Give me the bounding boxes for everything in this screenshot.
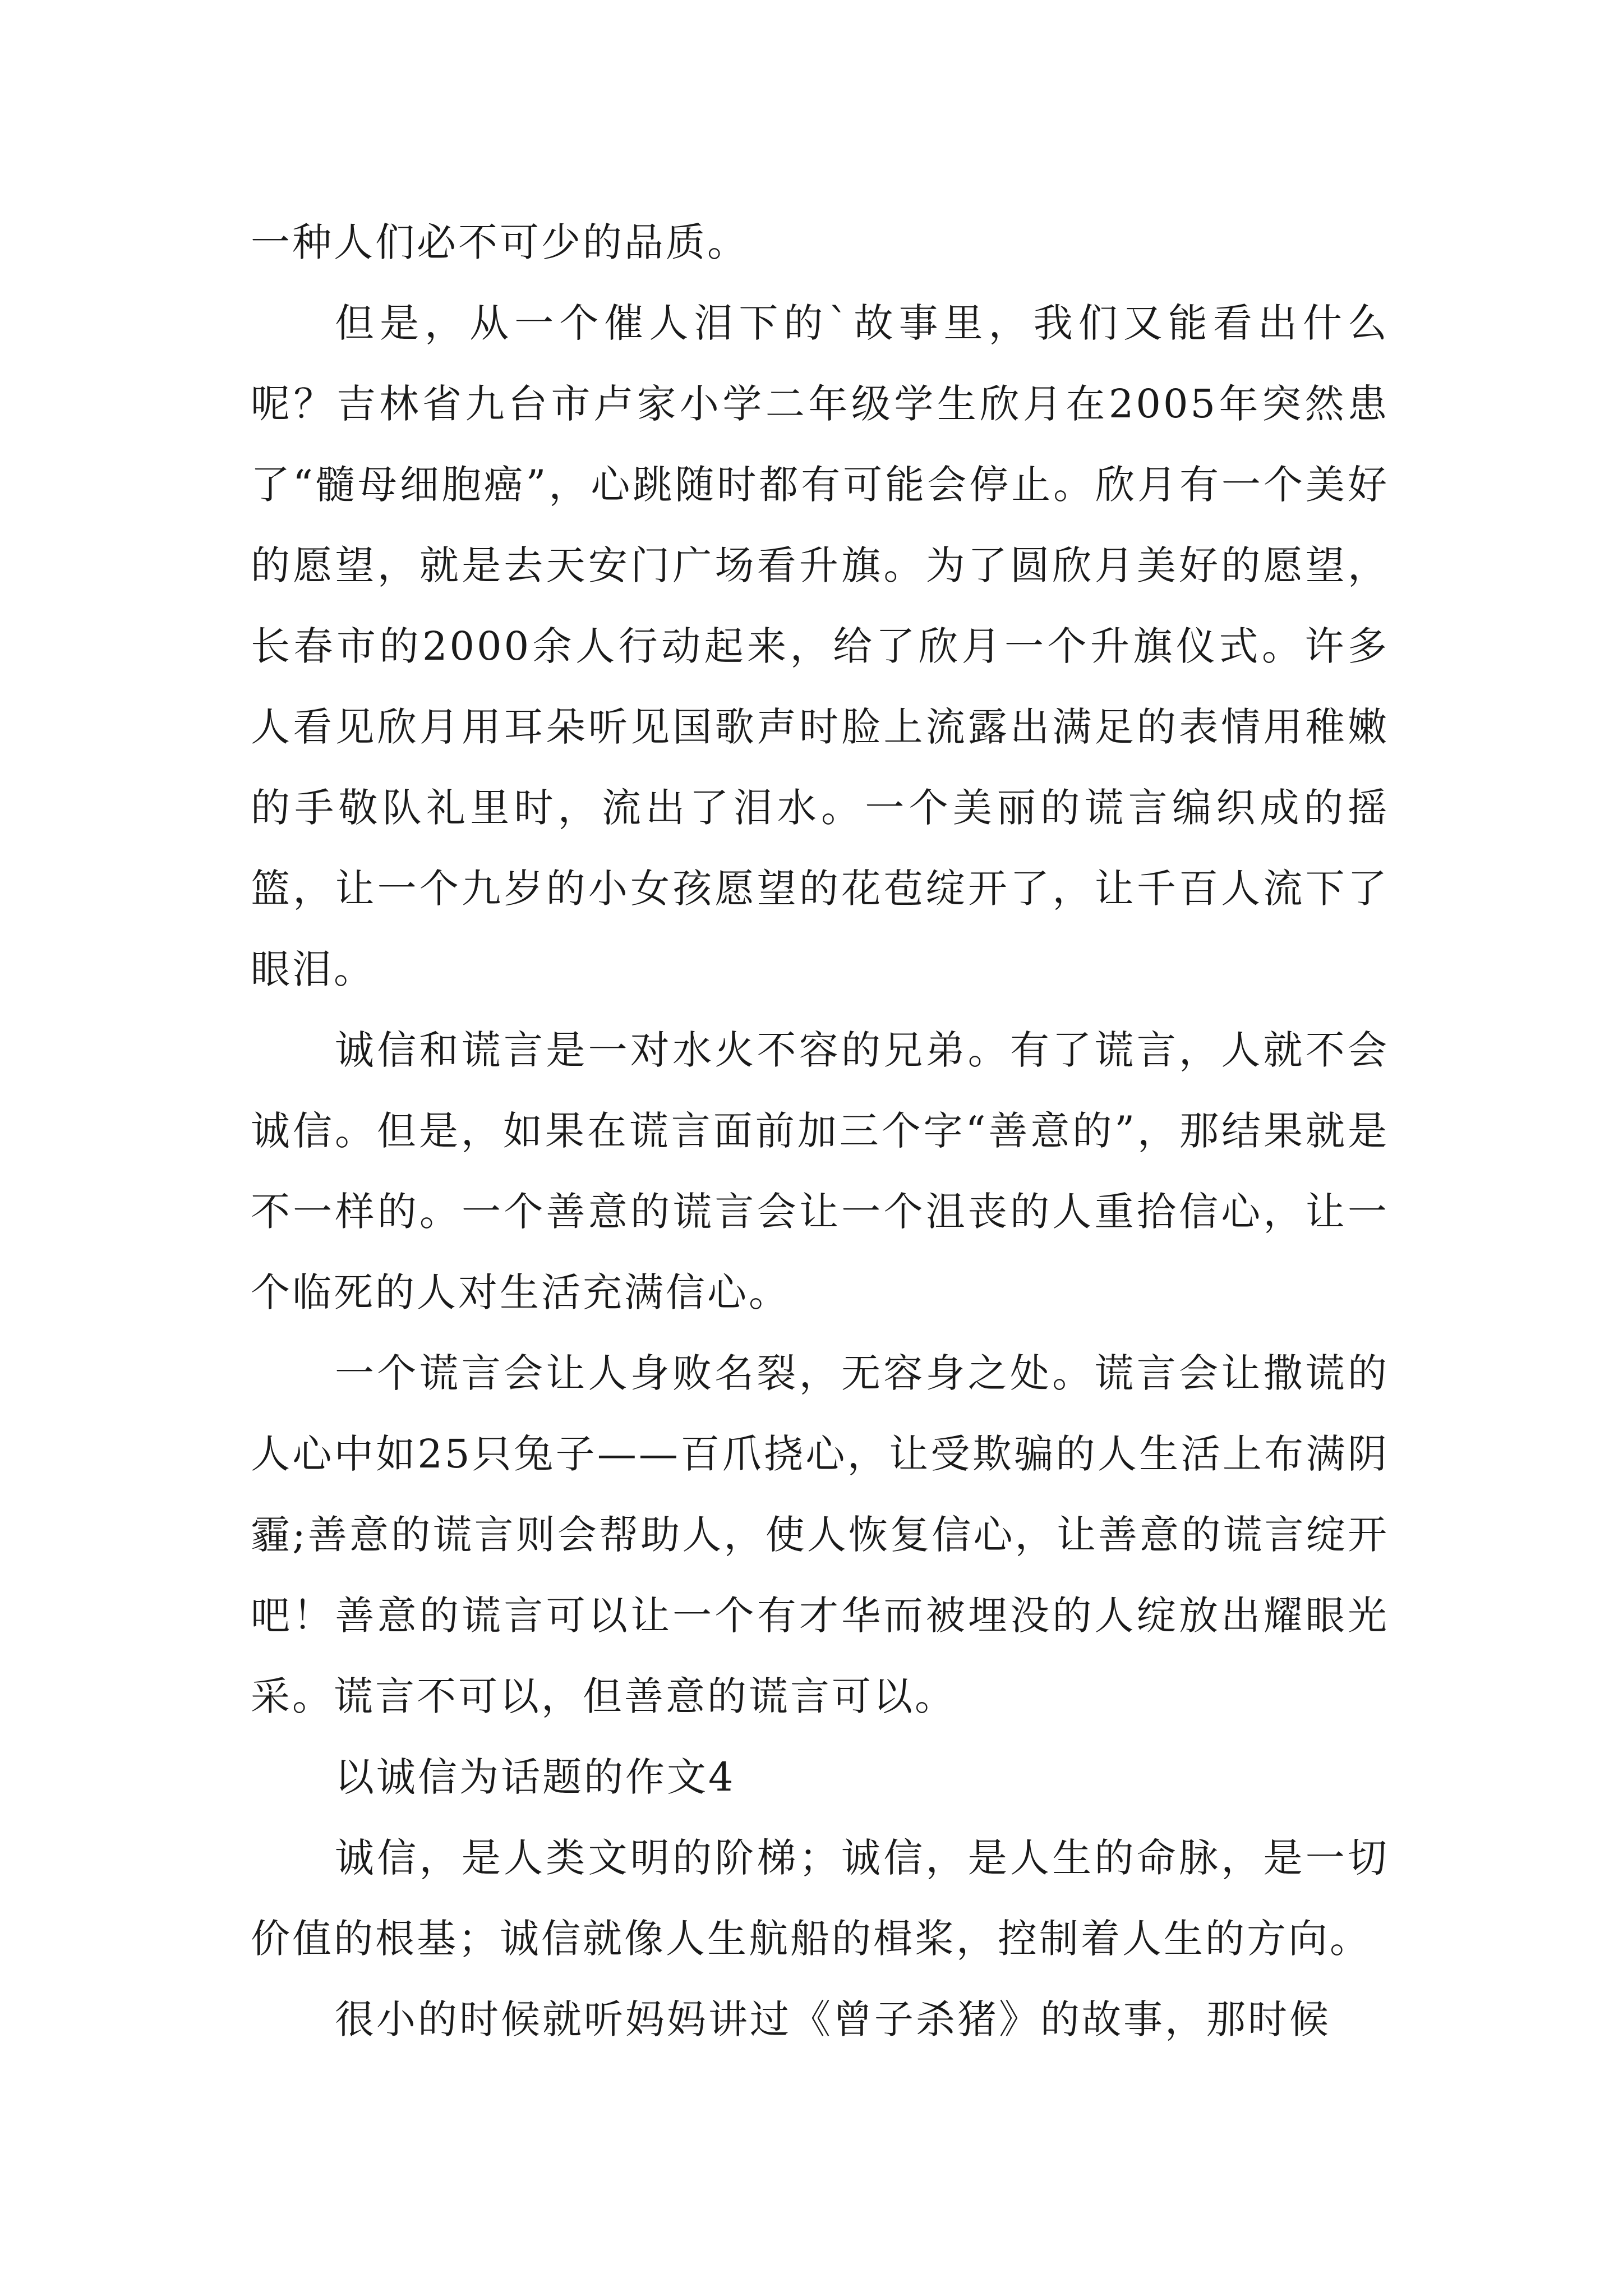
paragraph-honesty-definition: 诚信，是人类文明的阶梯；诚信，是人生的命脉，是一切价值的根基；诚信就像人生航船的楫桨，控制着人生的方向。 bbox=[251, 1835, 1389, 1962]
paragraph-honesty-and-lies: 诚信和谎言是一对水火不容的兄弟。有了谎言，人就不会诚信。但是，如果在谎言面前加三个字“善意的”，那结果就是不一样的。一个善意的谎言会让一个沮丧的人重拾信心，让一个临死的人对生活充满信心。 bbox=[251, 1027, 1389, 1315]
paragraph-story: 但是，从一个催人泪下的`故事里，我们又能看出什么呢？吉林省九台市卢家小学二年级学生欣月在2005年突然患了“髓母细胞癌”，心跳随时都有可能会停止。欣月有一个美好的愿望，就是去天安门广场看升旗。为了圆欣月美好的愿望，长春市的2000余人行动起来，给了欣月一个升旗仪式。许多人看见欣月用耳朵听见国歌声时脸上流露出满足的表情用稚嫩的手敬队礼里时，流出了泪水。一个美丽的谎言编织成的摇篮，让一个九岁的小女孩愿望的花苞绽开了，让千百人流下了眼泪。 bbox=[251, 300, 1389, 992]
essay-heading: 以诚信为话题的作文4 bbox=[335, 1754, 736, 1800]
paragraph-white-lie: 一个谎言会让人身败名裂，无容身之处。谎言会让撒谎的人心中如25只兔子——百爪挠心，让受欺骗的人生活上布满阴霾;善意的谎言则会帮助人，使人恢复信心，让善意的谎言绽开吧！善意的谎言可以让一个有才华而被埋没的人绽放出耀眼光采。谎言不可以，但善意的谎言可以。 bbox=[251, 1350, 1389, 1719]
document-body bbox=[251, 202, 1389, 2060]
paragraph-continuation: 一种人们必不可少的品质。 bbox=[251, 219, 749, 265]
paragraph-childhood-story: 很小的时候就听妈妈讲过《曾子杀猪》的故事，那时候 bbox=[335, 1996, 1331, 2042]
